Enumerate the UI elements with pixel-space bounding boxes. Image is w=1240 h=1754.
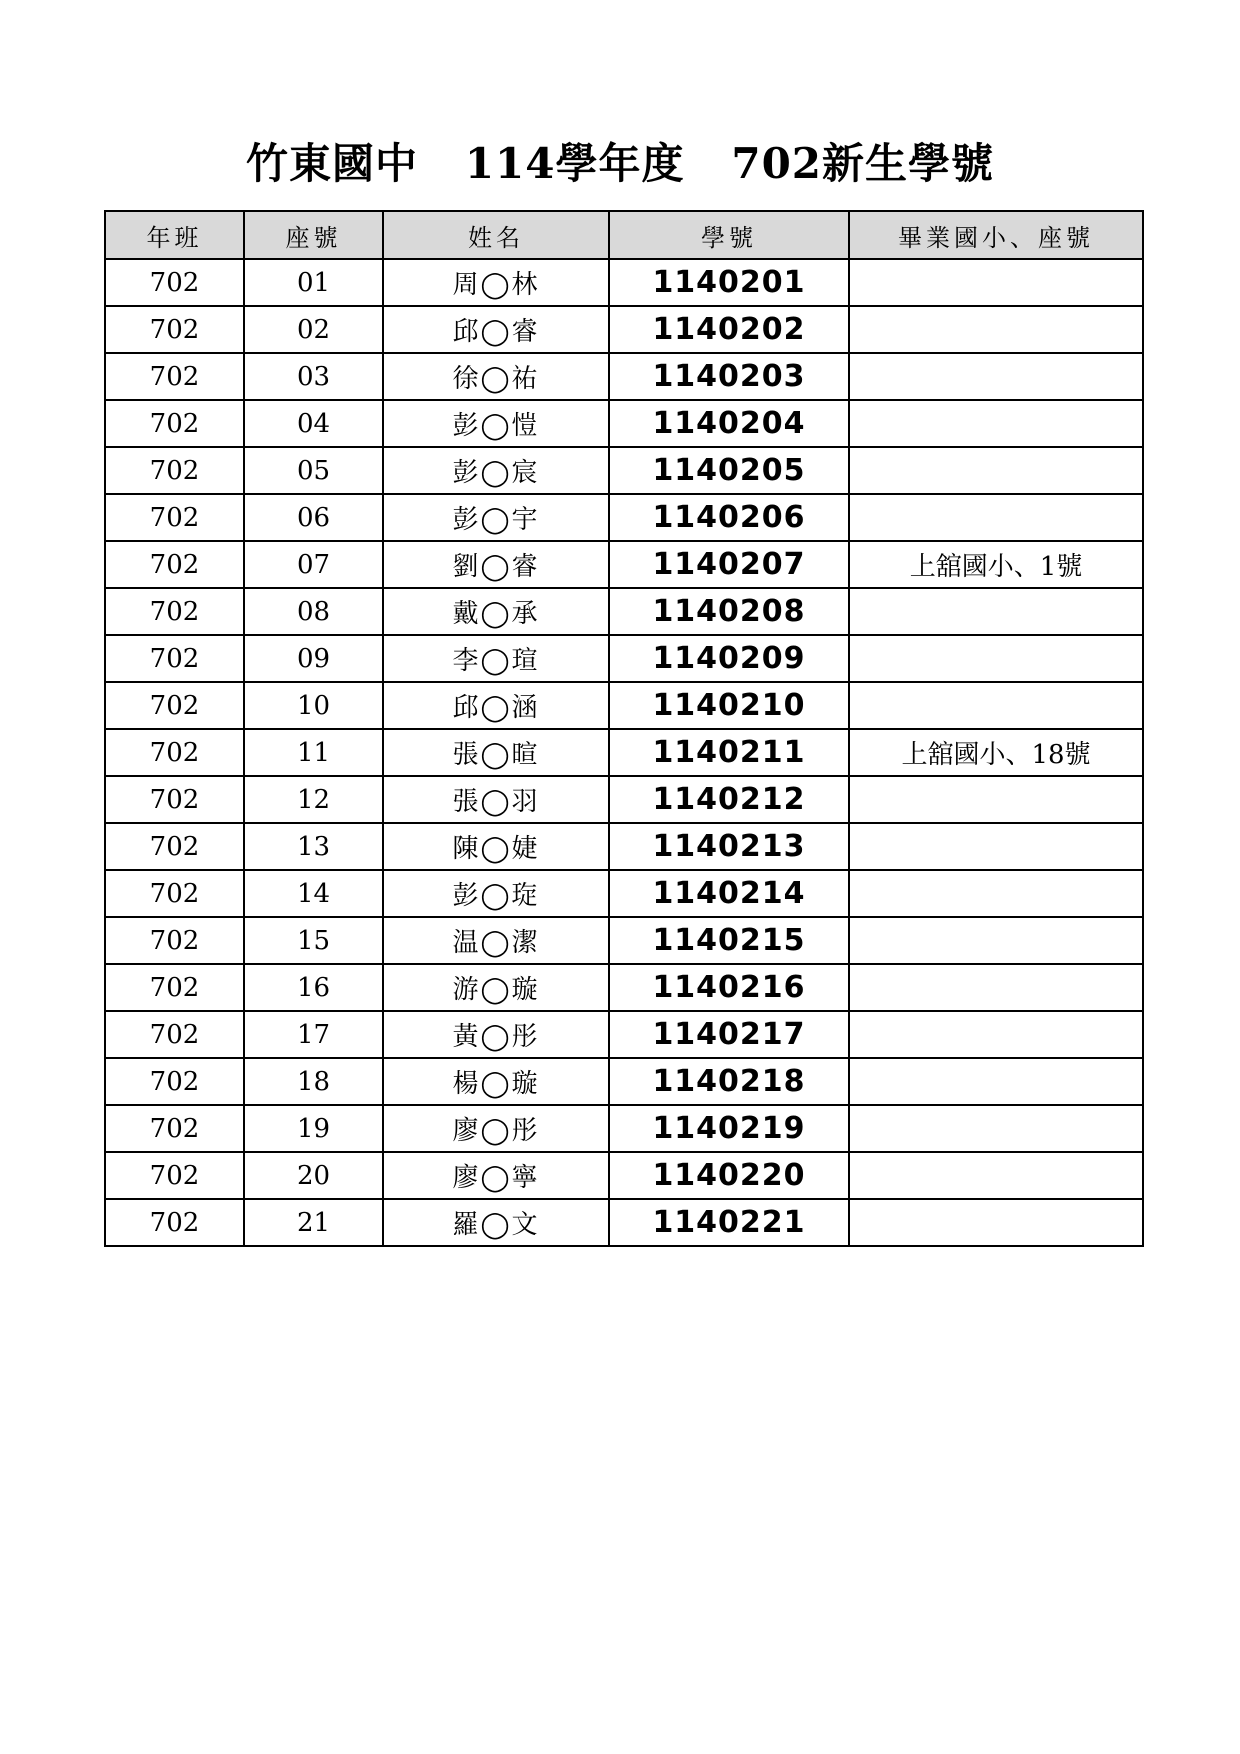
table-body [105, 259, 1143, 1246]
cell-student-id: 1140203 [609, 353, 849, 400]
table-row [105, 1199, 1143, 1246]
cell-class: 702 [105, 729, 244, 776]
cell-name: 張◯暄 [383, 729, 609, 776]
cell-seat: 18 [244, 1058, 383, 1105]
cell-name: 邱◯睿 [383, 306, 609, 353]
cell-seat: 19 [244, 1105, 383, 1152]
cell-graduated-school [849, 353, 1143, 400]
table-row [105, 1152, 1143, 1199]
cell-seat: 01 [244, 259, 383, 306]
cell-class: 702 [105, 776, 244, 823]
cell-student-id: 1140204 [609, 400, 849, 447]
cell-graduated-school [849, 1152, 1143, 1199]
cell-name: 游◯璇 [383, 964, 609, 1011]
cell-class: 702 [105, 494, 244, 541]
table-header-row [105, 211, 1143, 259]
cell-graduated-school [849, 635, 1143, 682]
column-header-seat: 座號 [244, 211, 383, 259]
cell-name: 廖◯彤 [383, 1105, 609, 1152]
table-row [105, 541, 1143, 588]
cell-name: 廖◯寧 [383, 1152, 609, 1199]
cell-student-id: 1140215 [609, 917, 849, 964]
table-row [105, 1011, 1143, 1058]
cell-student-id: 1140214 [609, 870, 849, 917]
table-row [105, 1105, 1143, 1152]
table-row [105, 682, 1143, 729]
cell-class: 702 [105, 1152, 244, 1199]
cell-student-id: 1140208 [609, 588, 849, 635]
cell-graduated-school [849, 400, 1143, 447]
cell-graduated-school [849, 1011, 1143, 1058]
cell-class: 702 [105, 964, 244, 1011]
column-header-student-id: 學號 [609, 211, 849, 259]
cell-student-id: 1140205 [609, 447, 849, 494]
table-row [105, 400, 1143, 447]
table-row [105, 635, 1143, 682]
table-row [105, 917, 1143, 964]
cell-seat: 08 [244, 588, 383, 635]
cell-class: 702 [105, 306, 244, 353]
cell-graduated-school: 上舘國小、1號 [849, 541, 1143, 588]
cell-student-id: 1140210 [609, 682, 849, 729]
cell-class: 702 [105, 870, 244, 917]
cell-student-id: 1140212 [609, 776, 849, 823]
cell-graduated-school: 上舘國小、18號 [849, 729, 1143, 776]
cell-class: 702 [105, 353, 244, 400]
cell-class: 702 [105, 1058, 244, 1105]
cell-name: 周◯林 [383, 259, 609, 306]
cell-graduated-school [849, 259, 1143, 306]
cell-student-id: 1140207 [609, 541, 849, 588]
cell-class: 702 [105, 682, 244, 729]
table-row [105, 729, 1143, 776]
cell-name: 黃◯彤 [383, 1011, 609, 1058]
student-roster-table [104, 210, 1144, 1247]
cell-graduated-school [849, 588, 1143, 635]
cell-seat: 11 [244, 729, 383, 776]
cell-seat: 04 [244, 400, 383, 447]
cell-graduated-school [849, 682, 1143, 729]
cell-class: 702 [105, 447, 244, 494]
table-row [105, 447, 1143, 494]
cell-name: 徐◯祐 [383, 353, 609, 400]
cell-graduated-school [849, 1199, 1143, 1246]
table-row [105, 1058, 1143, 1105]
cell-student-id: 1140201 [609, 259, 849, 306]
cell-name: 温◯潔 [383, 917, 609, 964]
table-row [105, 306, 1143, 353]
cell-class: 702 [105, 541, 244, 588]
column-header-name: 姓名 [383, 211, 609, 259]
cell-class: 702 [105, 588, 244, 635]
cell-class: 702 [105, 1011, 244, 1058]
column-header-graduated-school: 畢業國小、座號 [849, 211, 1143, 259]
cell-graduated-school [849, 306, 1143, 353]
column-header-class: 年班 [105, 211, 244, 259]
cell-name: 陳◯婕 [383, 823, 609, 870]
cell-name: 戴◯承 [383, 588, 609, 635]
cell-seat: 15 [244, 917, 383, 964]
cell-class: 702 [105, 1199, 244, 1246]
cell-graduated-school [849, 870, 1143, 917]
table-row [105, 588, 1143, 635]
cell-student-id: 1140211 [609, 729, 849, 776]
cell-student-id: 1140206 [609, 494, 849, 541]
cell-student-id: 1140221 [609, 1199, 849, 1246]
cell-seat: 14 [244, 870, 383, 917]
cell-class: 702 [105, 259, 244, 306]
cell-student-id: 1140217 [609, 1011, 849, 1058]
cell-student-id: 1140209 [609, 635, 849, 682]
cell-graduated-school [849, 1058, 1143, 1105]
cell-graduated-school [849, 823, 1143, 870]
cell-name: 李◯瑄 [383, 635, 609, 682]
cell-seat: 21 [244, 1199, 383, 1246]
cell-name: 邱◯涵 [383, 682, 609, 729]
cell-student-id: 1140220 [609, 1152, 849, 1199]
table-row [105, 494, 1143, 541]
cell-class: 702 [105, 917, 244, 964]
cell-graduated-school [849, 447, 1143, 494]
table-row [105, 776, 1143, 823]
table-row [105, 870, 1143, 917]
table-row [105, 259, 1143, 306]
cell-graduated-school [849, 776, 1143, 823]
cell-class: 702 [105, 1105, 244, 1152]
cell-name: 彭◯琁 [383, 870, 609, 917]
cell-graduated-school [849, 964, 1143, 1011]
cell-name: 張◯羽 [383, 776, 609, 823]
cell-seat: 20 [244, 1152, 383, 1199]
cell-student-id: 1140219 [609, 1105, 849, 1152]
cell-seat: 13 [244, 823, 383, 870]
cell-name: 彭◯宸 [383, 447, 609, 494]
cell-class: 702 [105, 400, 244, 447]
cell-student-id: 1140218 [609, 1058, 849, 1105]
cell-class: 702 [105, 635, 244, 682]
cell-seat: 03 [244, 353, 383, 400]
cell-name: 楊◯璇 [383, 1058, 609, 1105]
cell-student-id: 1140202 [609, 306, 849, 353]
cell-name: 劉◯睿 [383, 541, 609, 588]
cell-seat: 02 [244, 306, 383, 353]
cell-name: 彭◯愷 [383, 400, 609, 447]
cell-name: 羅◯文 [383, 1199, 609, 1246]
cell-seat: 07 [244, 541, 383, 588]
table-row [105, 964, 1143, 1011]
cell-seat: 05 [244, 447, 383, 494]
cell-seat: 06 [244, 494, 383, 541]
table-row [105, 353, 1143, 400]
cell-student-id: 1140216 [609, 964, 849, 1011]
table-row [105, 823, 1143, 870]
cell-seat: 17 [244, 1011, 383, 1058]
cell-seat: 10 [244, 682, 383, 729]
page-title: 竹東國中 114學年度 702新生學號 [245, 139, 995, 188]
cell-student-id: 1140213 [609, 823, 849, 870]
cell-graduated-school [849, 494, 1143, 541]
cell-class: 702 [105, 823, 244, 870]
cell-seat: 12 [244, 776, 383, 823]
cell-graduated-school [849, 1105, 1143, 1152]
cell-seat: 16 [244, 964, 383, 1011]
cell-name: 彭◯宇 [383, 494, 609, 541]
cell-graduated-school [849, 917, 1143, 964]
cell-seat: 09 [244, 635, 383, 682]
